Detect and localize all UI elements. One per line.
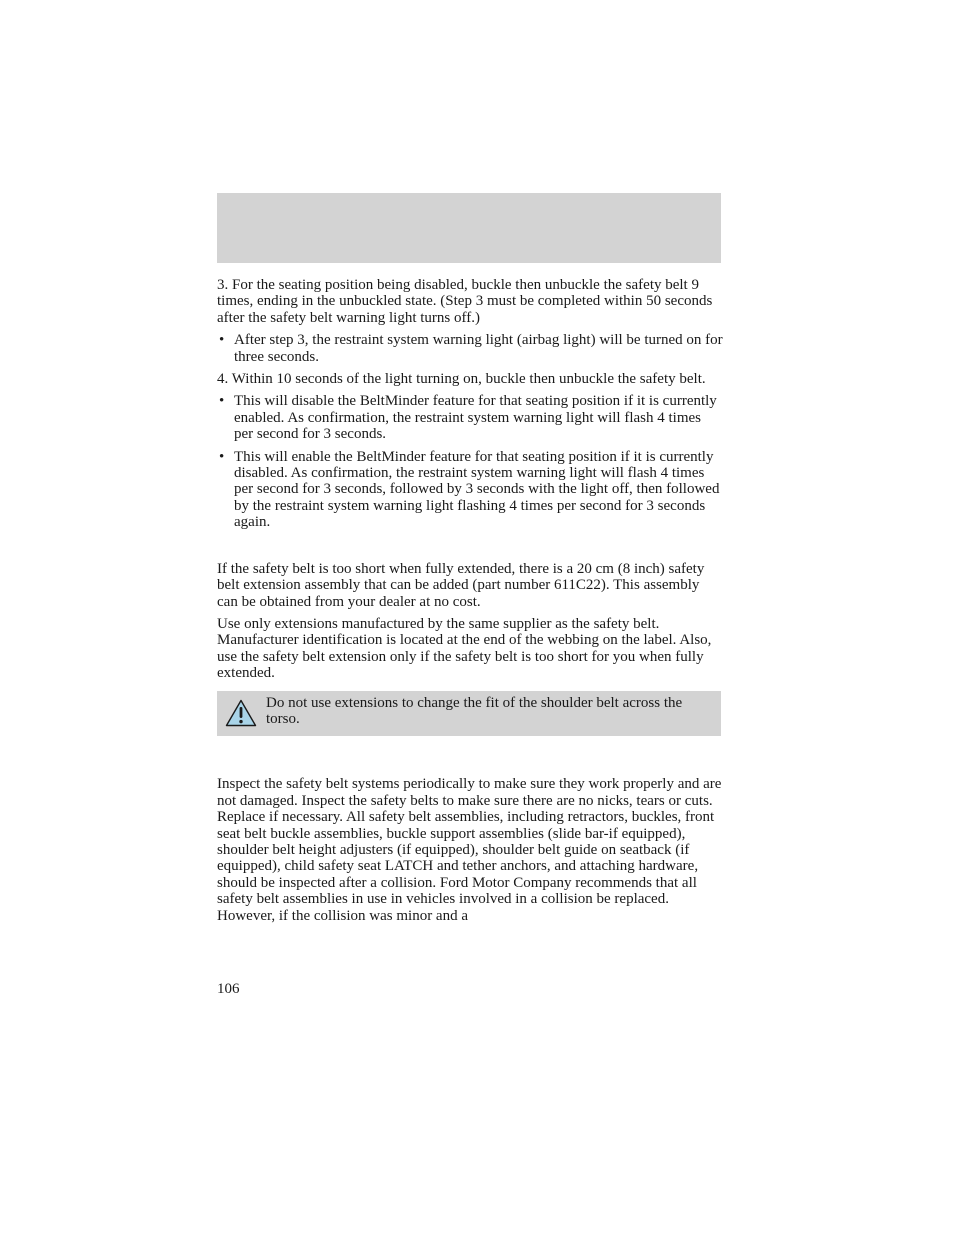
step-3-bullet-text: After step 3, the restraint system warning light (airbag light) will be turned on for three seconds. [234, 332, 723, 365]
extension-paragraph-2: Use only extensions manufactured by the same supplier as the safety belt. Manufacturer identification is located at the end of the webbing on the label. Also, use the safety belt extension only if the safety belt is too short for you when fully extended. [217, 615, 712, 682]
step-3-bullet [217, 332, 723, 365]
warning-triangle-icon [225, 699, 257, 727]
step-4-bullet-disable [217, 393, 723, 442]
step-3-text: 3. For the seating position being disabled, buckle then unbuckle the safety belt 9 times, ending in the unbuckled state. (Step 3 must be completed within 50 seconds after the safety belt warning light turns off.) [217, 277, 713, 326]
bullet-dot: • [219, 332, 225, 349]
warning-box [217, 691, 721, 737]
page-number: 106 [217, 981, 240, 997]
step-4-bullet-enable [217, 449, 723, 531]
bullet-dot: • [219, 393, 225, 410]
extension-paragraph-1: If the safety belt is too short when fully extended, there is a 20 cm (8 inch) safety belt extension assembly that can be added (part number 611C22). This assembly can be obtained from your dealer at no cost. [217, 560, 705, 610]
step-4-bullet-text: This will disable the BeltMinder feature for that seating position if it is currently enabled. As confirmation, the restraint system warning light will flash 4 times per second for 3 seconds. [234, 393, 717, 443]
page-content [217, 277, 723, 930]
step-4-text: 4. Within 10 seconds of the light turning on, buckle then unbuckle the safety belt. [217, 371, 706, 388]
section-gap [217, 537, 723, 561]
header-band [217, 193, 721, 263]
inspection-paragraph: Inspect the safety belt systems periodically to make sure they work properly and are not damaged. Inspect the safety belts to make sure there are no nicks, tears or cuts. Replace if necessary. All safety belt assemblies, including retractors, buckles, front seat belt buckle assemblies, buckle support assemblies (slide bar-if equipped), shoulder belt height adjusters (if equipped), shoulder belt guide on seatback (if equipped), child safety seat LATCH and tether anchors, and attaching hardware, should be inspected after a collision. Ford Motor Company recommends that all safety belt assemblies in use in vehicles involved in a collision be replaced. However, if the collision was minor and a [217, 776, 722, 924]
warning-text: Do not use extensions to change the fit of the shoulder belt across the torso. [266, 694, 683, 727]
step-4-bullet-text: This will enable the BeltMinder feature for that seating position if it is currently disabled. As confirmation, the restraint system warning light will flash 4 times per second for 3 seconds, followed by 3 seconds with the light off, then followed by the restraint system warning light flashing 4 times per second for 3 seconds again. [234, 448, 720, 531]
bullet-dot: • [219, 448, 225, 465]
section-gap [217, 736, 723, 776]
